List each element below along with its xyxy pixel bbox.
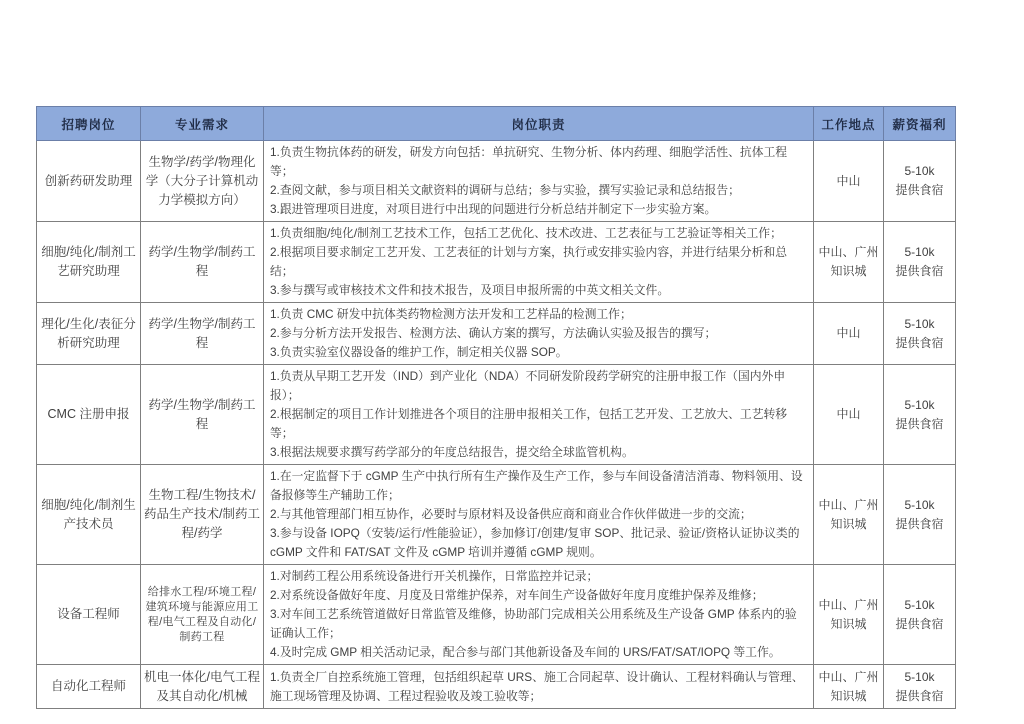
cell-major: 药学/生物学/制药工程 [141,222,264,303]
duty-line: 1.对制药工程公用系统设备进行开关机操作，日常监控并记录； [270,569,599,583]
cell-major: 药学/生物学/制药工程 [141,303,264,365]
table-row [37,665,956,709]
salary-benefit: 提供食宿 [895,616,944,631]
salary-benefit: 提供食宿 [895,264,944,278]
cell-salary [884,465,956,565]
duty-line: 1.负责细胞/纯化/制剂工艺技术工作，包括工艺优化、技术改进、工艺表征与工艺验证等相关工作； [270,226,782,240]
recruitment-table [36,106,956,709]
column-header-major: 专业需求 [141,107,264,141]
duty-line: 2.根据制定的项目工作计划推进各个项目的注册申报相关工作，包括工艺开发、工艺放大、工艺转移等； [270,407,788,440]
cell-duties [264,565,814,665]
duty-line: 2.查阅文献，参与项目相关文献资料的调研与总结；参与实验，撰写实验记录和总结报告； [270,183,740,197]
duty-line: 1.负责生物抗体药的研发，研发方向包括：单抗研究、生物分析、体内药理、细胞学活性、抗体工程等； [270,145,788,178]
cell-location: 中山、广州知识城 [814,665,884,709]
duty-line: 1.负责从早期工艺开发（IND）到产业化（NDA）不同研发阶段药学研究的注册申报工作（国内外申报）； [270,369,786,402]
salary-range: 5-10k [904,497,935,512]
cell-duties [264,665,814,709]
cell-position: 细胞/纯化/制剂生产技术员 [37,465,141,565]
cell-location: 中山 [814,141,884,222]
duty-line: 1.负责 CMC 研发中抗体类药物检测方法开发和工艺样品的检测工作； [270,307,632,321]
cell-position: 设备工程师 [37,565,141,665]
cell-major: 给排水工程/环境工程/建筑环境与能源应用工程/电气工程及自动化/制药工程 [141,565,264,665]
salary-range: 5-10k [904,397,935,412]
cell-location: 中山、广州知识城 [814,565,884,665]
column-header-salary: 薪资福利 [884,107,956,141]
salary-range: 5-10k [904,316,935,331]
salary-range: 5-10k [904,669,935,684]
salary-benefit: 提供食宿 [895,416,944,431]
table-row [37,222,956,303]
table-row [37,365,956,465]
duty-line: 2.根据项目要求制定工艺开发、工艺表征的计划与方案，执行或安排实验内容，并进行结果分析和总结； [270,245,788,278]
cell-salary [884,141,956,222]
cell-salary [884,565,956,665]
duty-line: 1.负责全厂自控系统施工管理，包括组织起草 URS、施工合同起草、设计确认、工程材料确认与管理、施工现场管理及协调、工程过程验收及竣工验收等； [270,669,804,703]
cell-duties [264,465,814,565]
salary-range: 5-10k [904,597,935,612]
cell-major: 生物工程/生物技术/药品生产技术/制药工程/药学 [141,465,264,565]
cell-location: 中山、广州知识城 [814,222,884,303]
cell-salary [884,222,956,303]
duty-line: 1.在一定监督下于 cGMP 生产中执行所有生产操作及生产工作，参与车间设备清洁消毒、物料领用、设备报修等生产辅助工作； [270,469,803,502]
salary-range: 5-10k [904,245,935,259]
cell-location: 中山 [814,365,884,465]
duty-line: 3.跟进管理项目进度，对项目进行中出现的问题进行分析总结并制定下一步实验方案。 [270,202,717,216]
cell-location: 中山、广州知识城 [814,465,884,565]
cell-salary [884,665,956,709]
table-row [37,303,956,365]
cell-duties [264,222,814,303]
cell-location: 中山 [814,303,884,365]
duty-line: 3.对车间工艺系统管道做好日常监管及维修，协助部门完成相关公用系统及生产设备 GMP 体系内的验证确认工作； [270,607,797,640]
salary-range: 5-10k [904,164,935,178]
duty-line: 3.参与撰写或审核技术文件和技术报告，及项目申报所需的中英文相关文件。 [270,283,670,297]
cell-salary [884,303,956,365]
table-row [37,565,956,665]
duty-line: 3.负责实验室仪器设备的维护工作，制定相关仪器 SOP。 [270,345,568,359]
duty-line: 2.与其他管理部门相互协作，必要时与原材料及设备供应商和商业合作伙伴做进一步的交流； [270,507,752,521]
column-header-position: 招聘岗位 [37,107,141,141]
cell-position: CMC 注册申报 [37,365,141,465]
cell-major: 药学/生物学/制药工程 [141,365,264,465]
table-row [37,141,956,222]
duty-line: 4.及时完成 GMP 相关活动记录，配合参与部门其他新设备及车间的 URS/FAT/SAT/IOPQ 等工作。 [270,645,781,659]
cell-position: 细胞/纯化/制剂工艺研究助理 [37,222,141,303]
cell-position: 理化/生化/表征分析研究助理 [37,303,141,365]
cell-major: 机电一体化/电气工程及其自动化/机械 [141,665,264,709]
cell-position: 自动化工程师 [37,665,141,709]
duty-line: 3.参与设备 IOPQ（安装/运行/性能验证），参加修订/创建/复审 SOP、批记录、验证/资格认证协议类的 cGMP 文件和 FAT/SAT 文件及 cGMP 培训并遵循 cGMP 规则。 [270,526,800,559]
cell-position: 创新药研发助理 [37,141,141,222]
duty-line: 2.对系统设备做好年度、月度及日常维护保养，对车间生产设备做好年度月度维护保养及维修； [270,588,764,602]
cell-duties [264,141,814,222]
cell-duties [264,365,814,465]
column-header-location: 工作地点 [814,107,884,141]
salary-benefit: 提供食宿 [895,335,944,350]
cell-salary [884,365,956,465]
salary-benefit: 提供食宿 [895,688,944,703]
cell-duties [264,303,814,365]
cell-major: 生物学/药学/物理化学（大分子计算机动力学模拟方向） [141,141,264,222]
salary-benefit: 提供食宿 [895,183,944,197]
column-header-duties: 岗位职责 [264,107,814,141]
salary-benefit: 提供食宿 [895,516,944,531]
duty-line: 2.参与分析方法开发报告、检测方法、确认方案的撰写，方法确认实验及报告的撰写； [270,326,717,340]
table-row [37,465,956,565]
duty-line: 3.根据法规要求撰写药学部分的年度总结报告，提交给全球监管机构。 [270,445,634,459]
table-header-row [37,107,956,141]
